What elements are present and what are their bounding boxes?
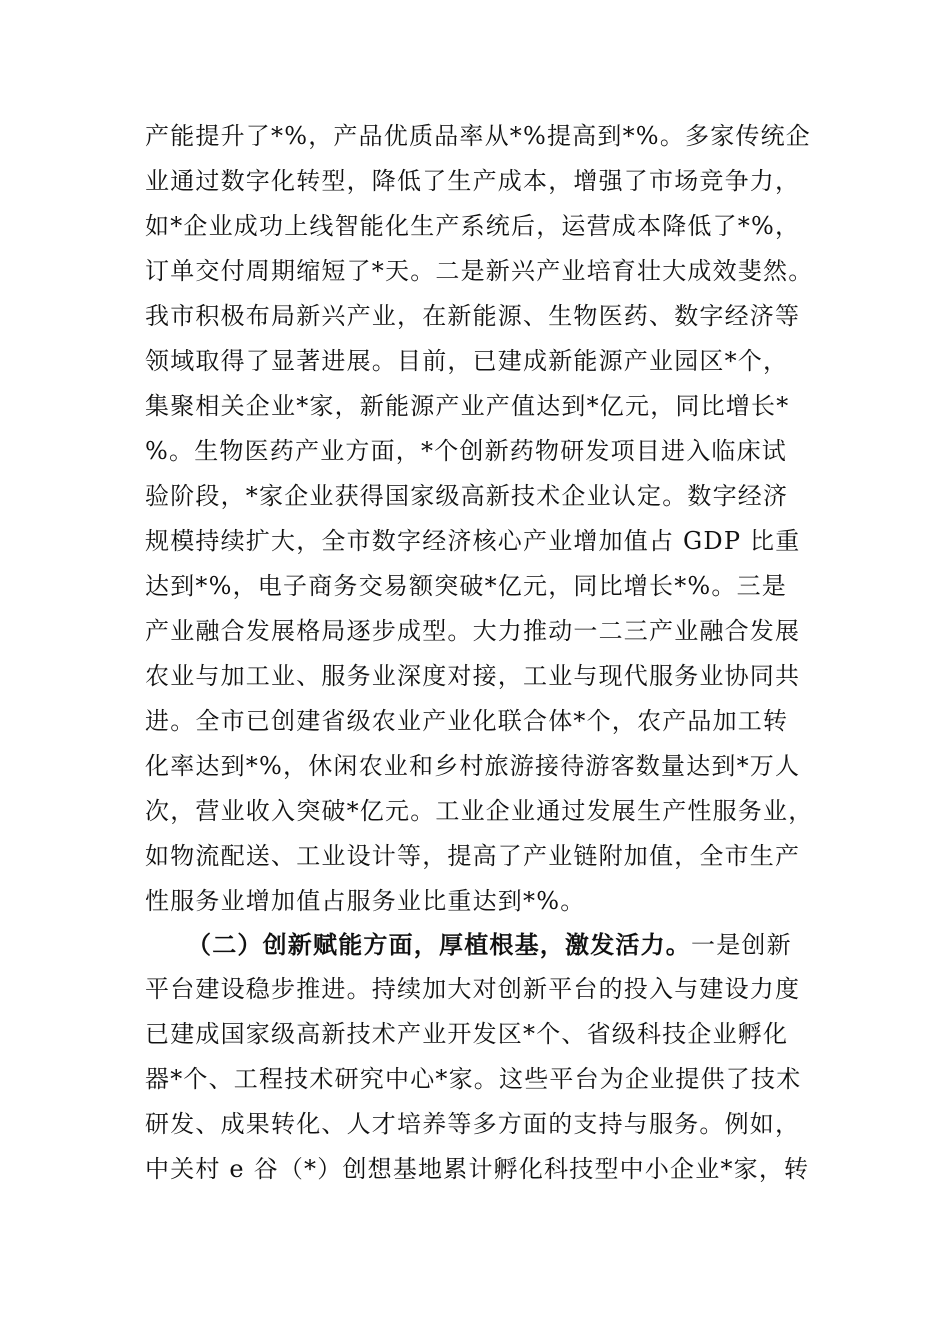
paragraph-line: 平台建设稳步推进。持续加大对创新平台的投入与建设力度 (145, 975, 801, 1003)
paragraph-line: 如物流配送、工业设计等，提高了产业链附加值，全市生产 (145, 842, 801, 870)
paragraph-line: 性服务业增加值占服务业比重达到*%。 (145, 887, 586, 915)
paragraph-line: 已建成国家级高新技术产业开发区*个、省级科技企业孵化 (145, 1020, 789, 1048)
paragraph-line: 进。全市已创建省级农业产业化联合体*个，农产品加工转 (145, 707, 789, 735)
paragraph-line: 化率达到*%，休闲农业和乡村旅游接待游客数量达到*万人 (145, 752, 801, 780)
paragraph-line: 规模持续扩大，全市数字经济核心产业增加值占 GDP 比重 (145, 527, 801, 555)
paragraph-line-rest: 一是创新 (691, 931, 792, 959)
section-heading: （二）创新赋能方面，厚植根基，激发活力。 (187, 930, 691, 959)
paragraph-first-line (145, 922, 825, 967)
paragraph-line: 领域取得了显著进展。目前，已建成新能源产业园区*个， (145, 347, 789, 375)
paragraph-line: 产能提升了*%，产品优质品率从*%提高到*%。多家传统企 (145, 122, 812, 150)
paragraph-line: 如*企业成功上线智能化生产系统后，运营成本降低了*%， (145, 212, 801, 240)
paragraph-line: 中关村 e 谷（*）创想基地累计孵化科技型中小企业*家，转 (145, 1155, 810, 1183)
paragraph-line: 集聚相关企业*家，新能源产业产值达到*亿元，同比增长* (145, 392, 790, 420)
paragraph-line: 我市积极布局新兴产业，在新能源、生物医药、数字经济等 (145, 302, 801, 330)
paragraph-line: %。生物医药产业方面，*个创新药物研发项目进入临床试 (145, 437, 788, 465)
paragraph-2 (145, 922, 825, 1192)
paragraph-1 (145, 114, 825, 924)
paragraph-line: 农业与加工业、服务业深度对接，工业与现代服务业协同共 (145, 662, 801, 690)
paragraph-line: 达到*%，电子商务交易额突破*亿元，同比增长*%。三是 (145, 572, 788, 600)
paragraph-line: 业通过数字化转型，降低了生产成本，增强了市场竞争力， (145, 167, 801, 195)
paragraph-line: 研发、成果转化、人才培养等多方面的支持与服务。例如， (145, 1110, 801, 1138)
paragraph-line: 器*个、工程技术研究中心*家。这些平台为企业提供了技术 (145, 1065, 802, 1093)
paragraph-line: 次，营业收入突破*亿元。工业企业通过发展生产性服务业， (145, 797, 814, 825)
paragraph-line: 验阶段，*家企业获得国家级高新技术企业认定。数字经济 (145, 482, 789, 510)
paragraph-line: 产业融合发展格局逐步成型。大力推动一二三产业融合发展 (145, 617, 801, 645)
paragraph-line: 订单交付周期缩短了*天。二是新兴产业培育壮大成效斐然。 (145, 257, 814, 285)
